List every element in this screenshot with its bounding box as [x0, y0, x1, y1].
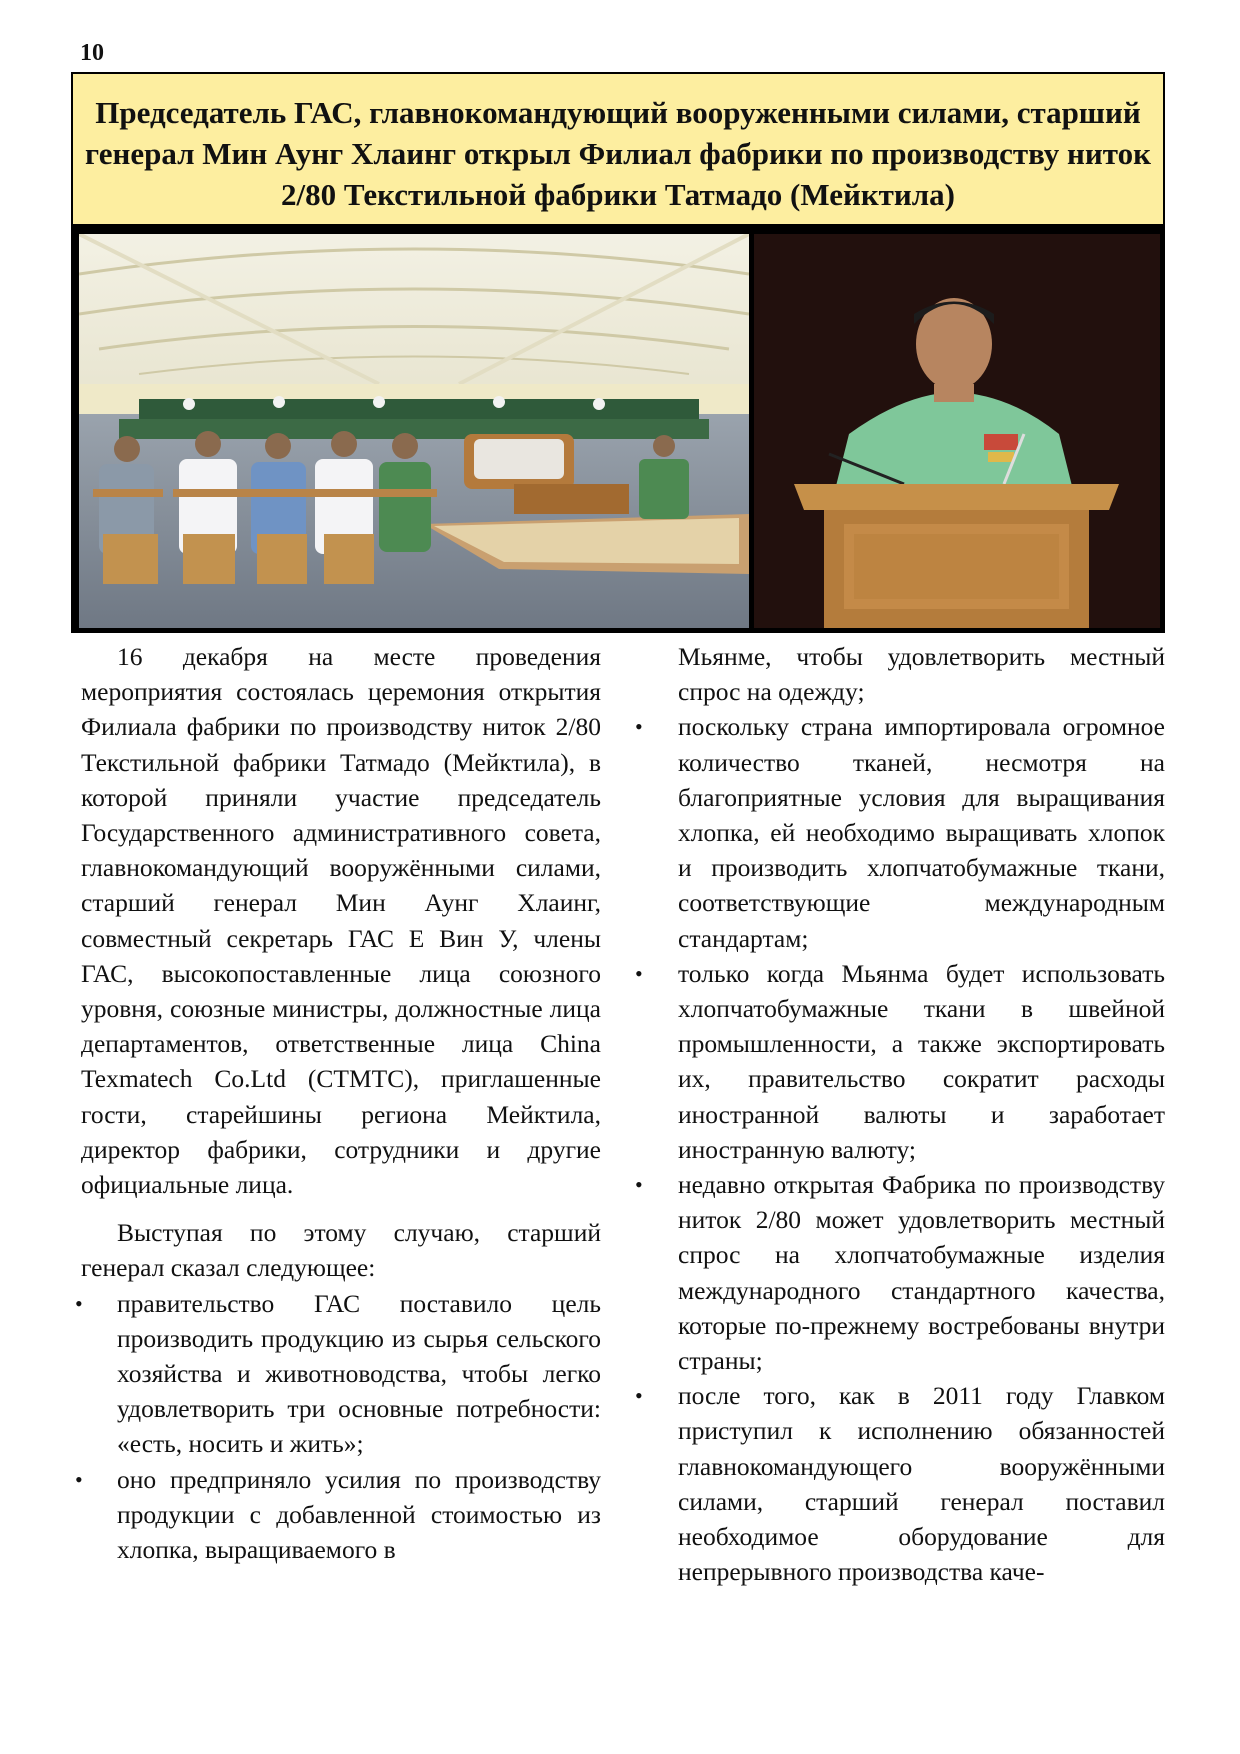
bullet-item	[635, 1167, 1165, 1378]
speech-intro-paragraph: Выступая по этому случаю, старший генерал сказал следующее:	[81, 1218, 601, 1283]
bullet-item	[635, 709, 1165, 955]
bullet-dot: •	[75, 1466, 83, 1492]
intro-paragraph: 16 декабря на месте проведения мероприятия состоялась церемония открытия Филиала фабрики по производству ниток 2/80 Текстильной фабрики Татмадо (Мейктила), в которой приняли участие председатель Государственного административного совета, главнокомандующий вооружёнными силами, старший генерал Мин Аунг Хлаинг, совместный секретарь ГАС Е Вин У, члены ГАС, высокопоставленные лица союзного уровня, союзные министры, должностные лица департаментов, ответственные лица China Texmatech Co.Ltd (CTMTC), приглашенные гости, старейшины региона Мейктила, директор фабрики, сотрудники и другие официальные лица.	[81, 642, 601, 1200]
bullet-dot: •	[75, 1290, 83, 1316]
bullet-text: правительство ГАС поставило цель производить продукцию из сырья сельского хозяйства и животноводства, чтобы легко удовлетворить три основные потребности: «есть, носить и жить»;	[117, 1288, 601, 1459]
bullet-text: оно предприняло усилия по производству продукции с добавленной стоимостью из хлопка, выращиваемого в	[117, 1464, 601, 1565]
bullet-dot: •	[635, 1383, 643, 1409]
headline-box	[71, 72, 1165, 226]
bullet-item	[75, 1462, 601, 1568]
bullet-dot: •	[635, 714, 643, 740]
bullet-text: недавно открытая Фабрика по производству ниток 2/80 может удовлетворить местный спрос на хлопчатобумажные изделия международного стандартного качества, которые по-прежнему востребованы внутри страны;	[678, 1170, 1165, 1376]
article-column-right	[635, 639, 1165, 1589]
ceremony-hall-illustration	[79, 234, 749, 628]
bullet-text: после того, как в 2011 году Главком приступил к исполнению обязанностей главнокомандующего вооружёнными силами, старший генерал поставил необходимое оборудование для непрерывного производства каче-	[678, 1381, 1165, 1587]
speaker-illustration	[754, 234, 1160, 628]
bullet-item	[635, 1378, 1165, 1589]
bullet-item	[75, 1286, 601, 1462]
headline-line-2: генерал Мин Аунг Хлаинг открыл Филиал фабрики по производству ниток	[85, 136, 1151, 171]
bullet-dot: •	[635, 1172, 643, 1198]
speaker-at-podium-photo	[754, 234, 1160, 628]
bullet-text: поскольку страна импортировала огромное количество тканей, несмотря на благоприятные условия для выращивания хлопка, ей необходимо выращивать хлопок и производить хлопчатобумажные ткани, соответствующие международным стандартам;	[678, 712, 1165, 953]
page-number: 10	[80, 40, 104, 66]
headline-line-3: 2/80 Текстильной фабрики Татмадо (Мейктила)	[281, 177, 955, 212]
photo-strip	[71, 226, 1165, 633]
bullet-continuation: Мьянме, чтобы удовлетворить местный спрос на одежду;	[678, 642, 1165, 707]
bullet-item	[635, 956, 1165, 1167]
bullet-text: только когда Мьянма будет использовать хлопчатобумажные ткани в швейной промышленности, а также экспортировать их, правительство сократит расходы иностранной валюты и заработает иностранную валюту;	[678, 958, 1165, 1164]
headline-line-1: Председатель ГАС, главнокомандующий вооруженными силами, старший	[95, 95, 1141, 130]
article-column-left	[75, 639, 601, 1567]
ceremony-hall-photo	[79, 234, 749, 628]
bullet-dot: •	[635, 960, 643, 986]
